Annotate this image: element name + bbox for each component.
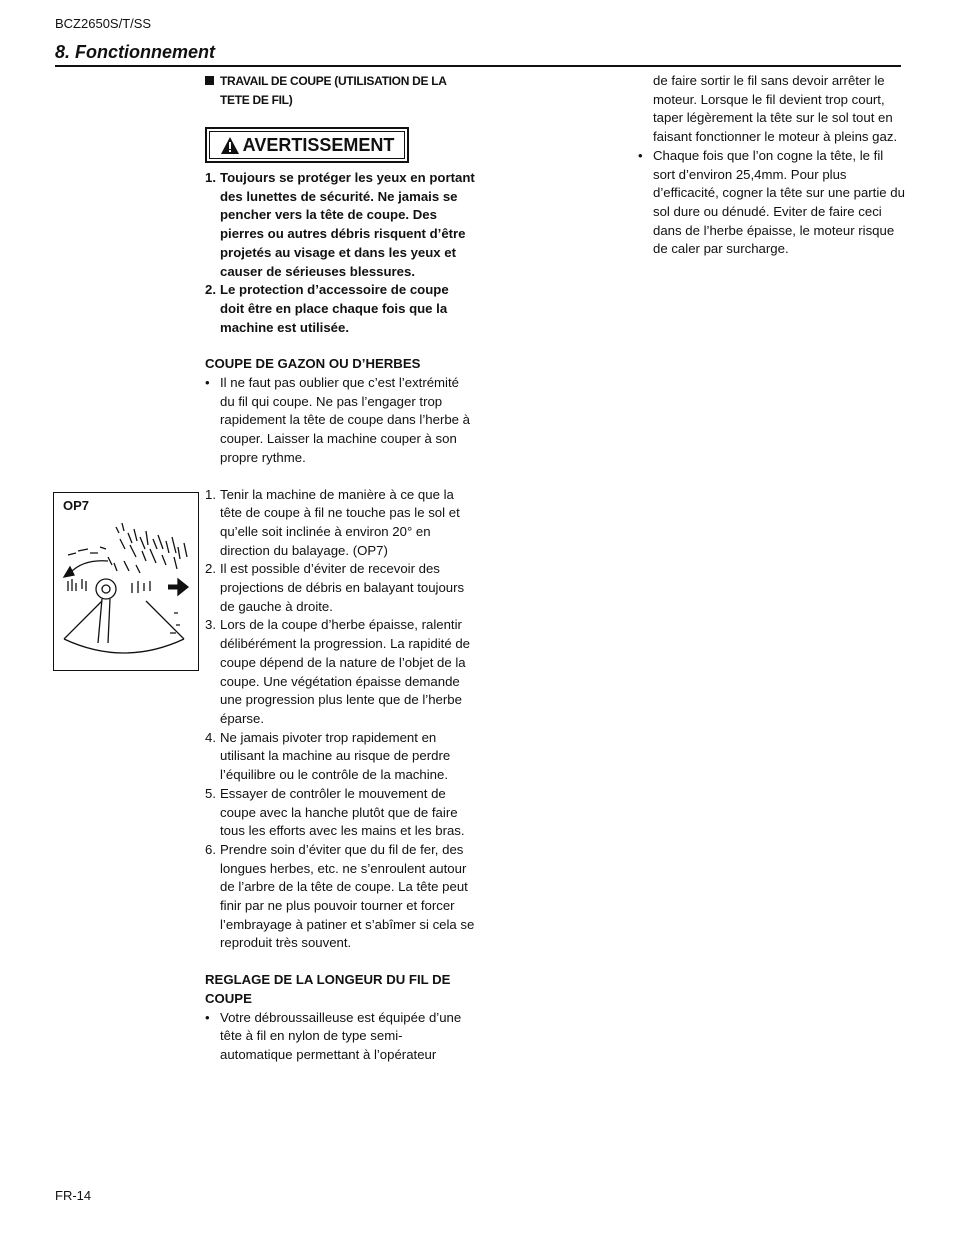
section-title: 8. Fonctionnement [55,42,216,62]
warning-item [205,281,475,337]
item-number: 1. [205,486,216,502]
bullet-item [205,374,475,468]
subsection-heading-gazon: COUPE DE GAZON OU D’HERBES [205,356,421,372]
condition-heading-line-1: TRAVAIL DE COUPE (UTILISATION DE LA [220,74,447,88]
model-number: BCZ2650S/T/SS [55,16,152,31]
item-text: Lors de la coupe d’herbe épaisse, ralentir délibérément la progression. La rapidité de coupe dépend de la nature de l’objet de la coupe. Une végétation épaisse demande une progression plus lente que de l’herbe éparse. [220,617,470,726]
step-item [205,841,475,953]
header-rule [55,65,901,67]
right-column [637,72,905,259]
figure-op7 [53,492,199,671]
bullet-dot: • [205,1009,210,1025]
item-number: 3. [205,617,216,633]
warning-triangle-icon [220,136,240,155]
warning-item [205,169,475,281]
operating-condition-heading [205,72,475,110]
bullet-item [637,147,905,259]
subsection-heading-reglage: REGLAGE DE LA LONGEUR DU FIL DE COUPE [205,972,451,1006]
bullet-text: Chaque fois que l’on cogne la tête, le fil sort d’environ 25,4mm. Pour plus d’efficacité, cogner la tête sur une partie du sol dure ou dénudé. Eviter de faire ceci dans de l’herbe épaisse, le moteur risque de caler par surcharge. [653,147,905,257]
warning-label: AVERTISSEMENT [242,134,395,155]
bullet-text: Il ne faut pas oublier que c’est l’extrémité du fil qui coupe. Ne pas l’engager trop rapidement la tête de coupe dans l’herbe à couper. Laisser la machine couper à son propre rythme. [220,375,471,465]
bullet-text: Votre débroussailleuse est équipée d’une tête à fil en nylon de type semi-automatique permettant à l’opérateur [220,1009,462,1062]
item-number: 2. [205,282,216,298]
warning-list [205,169,475,337]
item-text: Tenir la machine de manière à ce que la tête de coupe à fil ne touche pas le sol et qu’elle soit inclinée à environ 20° en direction du balayage. (OP7) [220,486,460,558]
step-item [205,616,475,728]
condition-heading-line-2: TETE DE FIL) [220,93,293,107]
trimmer-illustration [58,517,194,667]
item-text: Prendre soin d’éviter que du fil de fer, des longues herbes, etc. ne s’enroulent autour de l’arbre de la tête de coupe. La tête peut finir par ne plus pouvoir tourner et forcer l’embrayage à patiner et s’abîmer si cela se reproduit très souvent. [220,841,475,951]
page-number: FR-14 [55,1188,92,1203]
item-number: 1. [205,170,216,185]
figure-label: OP7 [63,498,90,513]
item-number: 4. [205,729,216,745]
item-text: Toujours se protéger les yeux en portant des lunettes de sécurité. Ne jamais se pencher vers la tête de coupe. Des pierres ou autres débris risquent d’être projetés au visage et dans les yeux et causer de sérieuses blessures. [220,170,475,279]
item-number: 6. [205,841,216,857]
step-item [205,486,475,561]
item-number: 2. [205,561,216,577]
continuation-text: de faire sortir le fil sans devoir arrêter le moteur. Lorsque le fil devient trop court, taper légèrement la tête sur le sol tout en faisant fonctionner le moteur à pleins gaz. [653,73,898,145]
bullet-item [205,1009,475,1065]
step-item [205,560,475,616]
square-bullet-icon [205,76,214,85]
item-text: Il est possible d’éviter de recevoir des projections de débris en balayant toujours de gauche à droite. [220,561,465,614]
item-text: Ne jamais pivoter trop rapidement en utilisant la machine au risque de perdre l’équilibre ou le contrôle de la machine. [220,729,451,783]
bullet-dot: • [638,147,643,163]
middle-column [205,72,475,1065]
step-item [205,785,475,841]
warning-box [205,127,409,163]
item-number: 5. [205,785,216,801]
bullet-dot: • [205,375,210,391]
item-text: Le protection d’accessoire de coupe doit être en place chaque fois que la machine est utilisée. [220,282,449,335]
item-text: Essayer de contrôler le mouvement de coupe avec la hanche plutôt que de faire tous les efforts avec les mains et les bras. [220,785,465,839]
steps-list [205,486,475,954]
step-item [205,729,475,785]
